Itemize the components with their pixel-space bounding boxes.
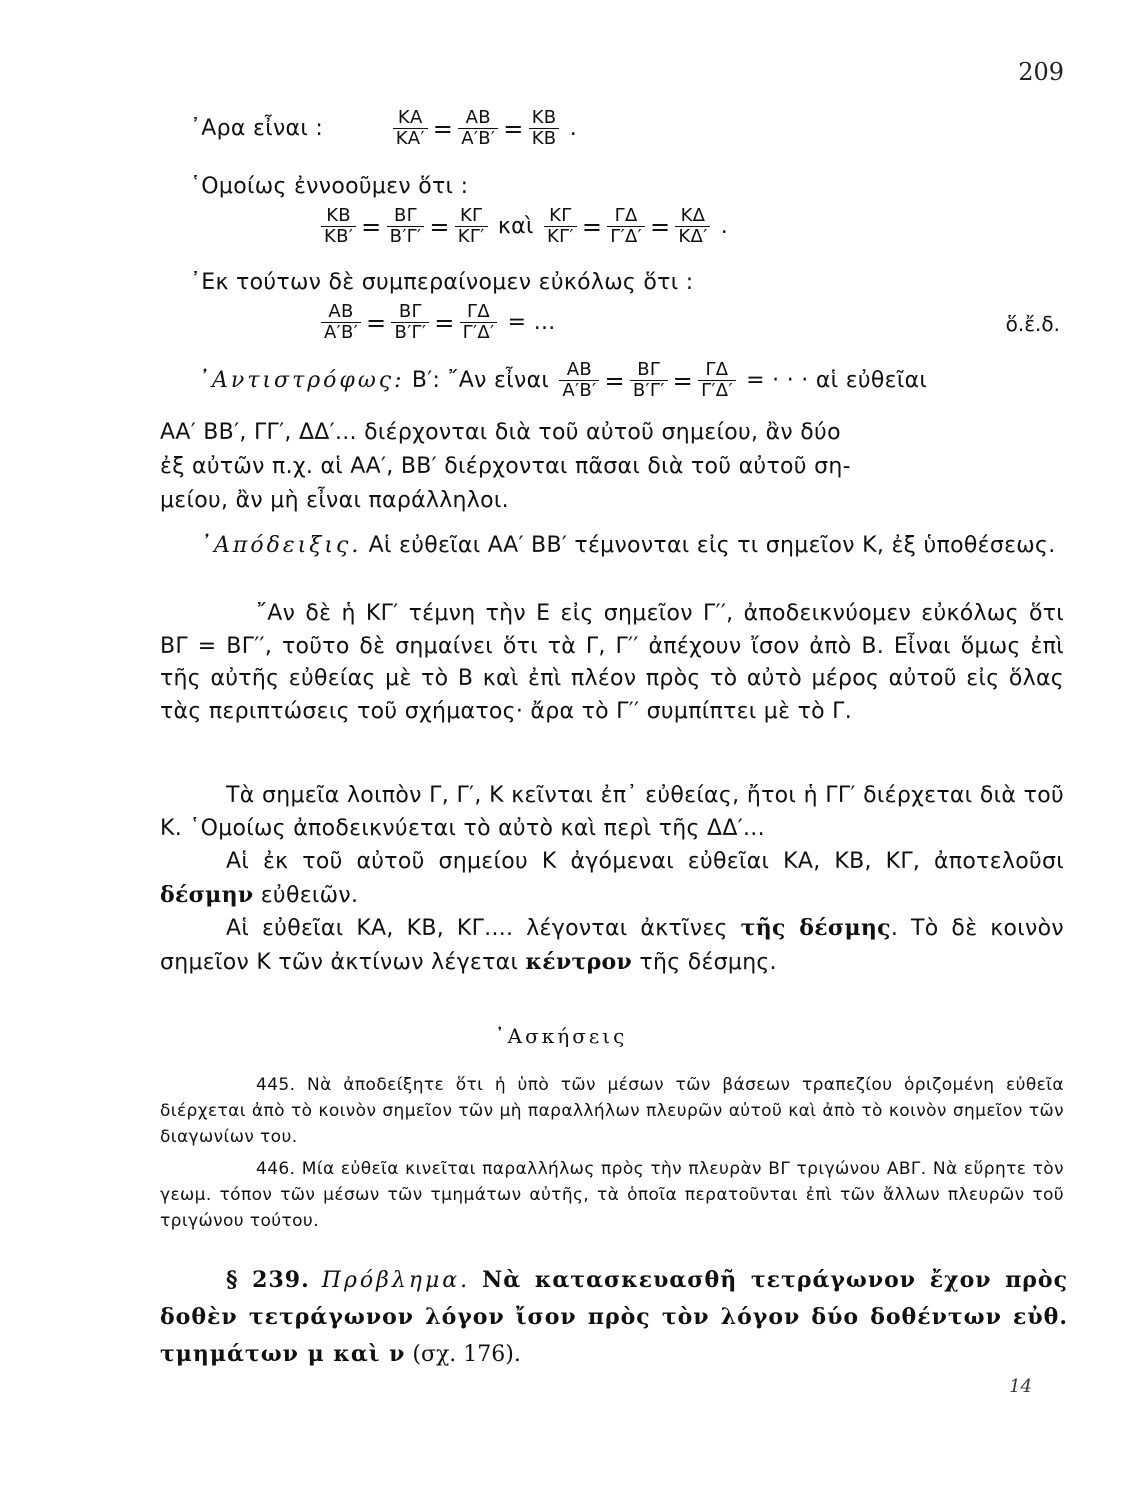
paragraph-ai: Αἱ ἐκ τοῦ αὐτοῦ σημείου Κ ἀγόμεναι εὐθεῖαι ΚΑ, ΚΒ, ΚΓ, ἀποτελοῦσι δέσμην εὐθειῶν. bbox=[160, 849, 1064, 908]
exercises-title: ᾽Ασκήσεις bbox=[494, 1024, 628, 1048]
paragraph-aktines: Αἱ εὐθεῖαι ΚΑ, ΚΒ, ΚΓ.... λέγονται ἀκτῖνες τῆς δέσμης. Τὸ δὲ κοινὸν σημεῖον Κ τῶν ἀκτίνων λέγεται κέντρον τῆς δέσμης. bbox=[160, 915, 1064, 975]
exercise-number: 446. bbox=[256, 1159, 296, 1179]
apodeixis-label: ᾽Απόδειξις. bbox=[200, 533, 362, 558]
exercise-number: 445. bbox=[256, 1075, 296, 1095]
fraction: $\frac{AB}{A'B'}$ bbox=[458, 108, 498, 149]
exercise-445: 445. Νὰ ἀποδείξητε ὅτι ἡ ὑπὸ τῶν μέσων τῶν βάσεων τραπεζίου ὁριζομένη εὐθεῖα διέρχεται ἀπὸ τὸ κοινὸν σημεῖον τῶν μὴ παραλλήλων πλευρῶν αὐτοῦ καὶ ἀπὸ τὸ κοινὸν σημεῖον τῶν διαγωνίων του. bbox=[160, 1075, 1064, 1147]
qed-mark: ὅ.ἔ.δ. bbox=[1005, 312, 1060, 336]
fraction: $\frac{K\Gamma}{K\Gamma'}$ bbox=[544, 206, 577, 247]
section-239 bbox=[160, 1262, 1068, 1373]
antistrofos-line-3: ἐξ αὐτῶν π.χ. αἱ ΑΑ′, ΒΒ′ διέρχονται πᾶσαι διὰ τοῦ αὐτοῦ ση- bbox=[160, 454, 851, 479]
fraction: $\frac{AB}{A'B'}$ bbox=[321, 302, 361, 343]
ek-line: ᾽Εκ τούτων δὲ συμπεραίνομεν εὐκόλως ὅτι : bbox=[190, 270, 694, 295]
page-number: 209 bbox=[1018, 58, 1064, 86]
antistrofos-line-4: μείου, ἂν μὴ εἶναι παράλληλοι. bbox=[160, 488, 509, 513]
fraction: $\frac{\Gamma\Delta}{\Gamma'\Delta'}$ bbox=[607, 206, 645, 247]
figure-ref: (σχ. 176). bbox=[412, 1342, 521, 1367]
antistrofos-label: ᾽Αντιστρόφως: bbox=[198, 367, 405, 393]
tis-desmis-term: τῆς δέσμης bbox=[740, 915, 891, 941]
ek-equation: $\frac{AB}{A'B'}$ = $\frac{B\Gamma}{B'\Gamma'}$ = $\frac{\Gamma\Delta}{\Gamma'\Delta'}$ = ... bbox=[318, 302, 556, 343]
fraction: $\frac{B\Gamma}{B'\Gamma'}$ bbox=[630, 360, 668, 401]
signature-number: 14 bbox=[1009, 1376, 1032, 1397]
antistrofos-line: ᾽Αντιστρόφως: Β′: ῎Αν εἶναι $\frac{AB}{A'B'}$ = $\frac{B\Gamma}{B'\Gamma'}$ = $\frac{\Gamma\Delta}{\Gamma'\Delta'}$ = · · · αἱ εὐθεῖαι bbox=[198, 359, 928, 401]
fraction: $\frac{K\Gamma}{K\Gamma'}$ bbox=[455, 206, 488, 247]
problem-statement: Νὰ κατασκευασθῆ τετράγωνον ἔχον πρὸς δοθὲν τετράγωνον λόγον ἴσον πρὸς τὸν λόγον δύο δοθέντων εὐθ. τμημάτων μ καὶ ν bbox=[160, 1267, 1069, 1367]
kentron-term: κέντρον bbox=[525, 948, 633, 975]
omoios-line: ῾Ομοίως ἐννοοῦμεν ὅτι : bbox=[190, 174, 469, 199]
apodeixis-paragraph: ᾽Απόδειξις. Αἱ εὐθεῖαι ΑΑ′ ΒΒ′ τέμνονται εἰς τι σημεῖον Κ, ἐξ ὑποθέσεως. bbox=[200, 533, 1056, 558]
omoios-equation: $\frac{KB}{KB'}$ = $\frac{B\Gamma}{B'\Gamma'}$ = $\frac{K\Gamma}{K\Gamma'}$ καὶ $\frac{K\Gamma}{K\Gamma'}$ = $\frac{\Gamma\Delta}{\Gamma'\Delta'}$ = $\frac{K\Delta}{K\Delta'}$ . bbox=[318, 206, 728, 247]
fraction: $\frac{B\Gamma}{B'\Gamma'}$ bbox=[391, 302, 429, 343]
exercise-446: 446. Μία εὐθεῖα κινεῖται παραλλήλως πρὸς τὴν πλευρὰν ΒΓ τριγώνου ΑΒΓ. Νὰ εὕρητε τὸν γεωμ. τόπον τῶν μέσων τῶν τμημάτων αὐτῆς, τὰ ὁποῖα περατοῦνται ἐπὶ τῶν ἄλλων πλευρῶν τοῦ τριγώνου τούτου. bbox=[160, 1159, 1064, 1231]
desmin-term: δέσμην bbox=[160, 881, 254, 908]
fraction: $\frac{\Gamma\Delta}{\Gamma'\Delta'}$ bbox=[698, 360, 736, 401]
ara-equation: ᾽Αρα εἶναι : $\frac{KA}{KA'}$ = $\frac{AB}{A'B'}$ = $\frac{KB}{KB}$ . bbox=[190, 107, 578, 149]
fraction: $\frac{KA}{KA'}$ bbox=[393, 108, 428, 149]
paragraph-ta: Τὰ σημεῖα λοιπὸν Γ, Γ′, Κ κεῖνται ἐπ᾽ εὐθείας, ἤτοι ἡ ΓΓ′ διέρχεται διὰ τοῦ Κ. ῾Ομοίως ἀποδεικνύεται τὸ αὐτὸ καὶ περὶ τῆς ΔΔ′... bbox=[160, 783, 1064, 841]
ara-label: ᾽Αρα εἶναι : bbox=[190, 115, 324, 141]
kai-word: καὶ bbox=[497, 213, 534, 239]
antistrofos-line-2: ΑΑ′ ΒΒ′, ΓΓ′, ΔΔ′... διέρχονται διὰ τοῦ αὐτοῦ σημείου, ἂν δύο bbox=[160, 420, 841, 445]
fraction: $\frac{AB}{A'B'}$ bbox=[559, 360, 599, 401]
paragraph-an: ῎Αν δὲ ἡ ΚΓ′ τέμνη τὴν Ε εἰς σημεῖον Γ′′, ἀποδεικνύομεν εὐκόλως ὅτι ΒΓ = ΒΓ′′, τοῦτο δὲ σημαίνει ὅτι τὰ Γ, Γ′′ ἀπέχουν ἴσον ἀπὸ Β. Εἶναι ὅμως ἐπὶ τῆς αὐτῆς εὐθείας μὲ τὸ Β καὶ ἐπὶ πλέον πρὸς τὸ αὐτὸ μέρος αὐτοῦ εἰς ὅλας τὰς περιπτώσεις τοῦ σχήματος· ἄρα τὸ Γ′′ συμπίπτει μὲ τὸ Γ. bbox=[160, 601, 1064, 724]
fraction: $\frac{B\Gamma}{B'\Gamma'}$ bbox=[387, 206, 425, 247]
fraction: $\frac{KB}{KB}$ bbox=[529, 108, 560, 149]
fraction: $\frac{\Gamma\Delta}{\Gamma'\Delta'}$ bbox=[460, 302, 498, 343]
section-number: § 239. bbox=[226, 1267, 310, 1293]
fraction: $\frac{KB}{KB'}$ bbox=[321, 206, 356, 247]
problem-label: Πρόβλημα. bbox=[321, 1268, 471, 1293]
fraction: $\frac{K\Delta}{K\Delta'}$ bbox=[675, 206, 710, 247]
